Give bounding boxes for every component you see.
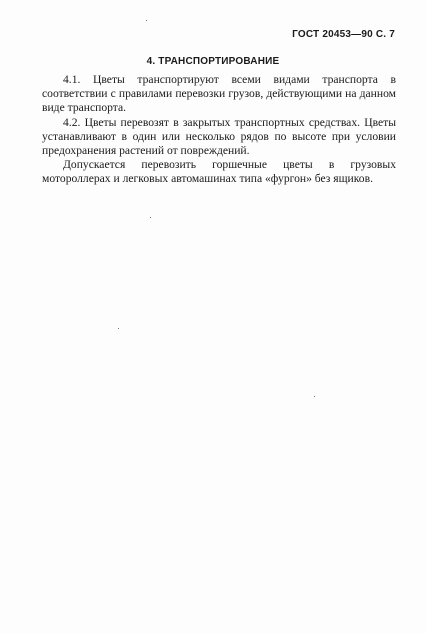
scan-speck	[150, 217, 151, 218]
paragraph-4-2: 4.2. Цветы перевозят в закрытых транспортных средствах. Цветы устанавливают в один или несколько рядов по высоте при условии предохранения растений от повреждений.	[42, 115, 396, 158]
section-title: 4. ТРАНСПОРТИРОВАНИЕ	[146, 56, 280, 67]
scan-speck	[146, 20, 147, 21]
section-body	[42, 73, 396, 187]
paragraph-transport-allowance: Допускается перевозить горшечные цветы в грузовых мотороллерах и легковых автомашинах типа «фургон» без ящиков.	[42, 158, 396, 186]
scan-speck	[118, 328, 119, 329]
scan-speck	[314, 396, 315, 397]
page-header: ГОСТ 20453—90 С. 7	[292, 29, 395, 40]
paragraph-4-1: 4.1. Цветы транспортируют всеми видами транспорта в соответствии с правилами перевозки грузов, действующими на данном виде транспорта.	[42, 73, 396, 115]
